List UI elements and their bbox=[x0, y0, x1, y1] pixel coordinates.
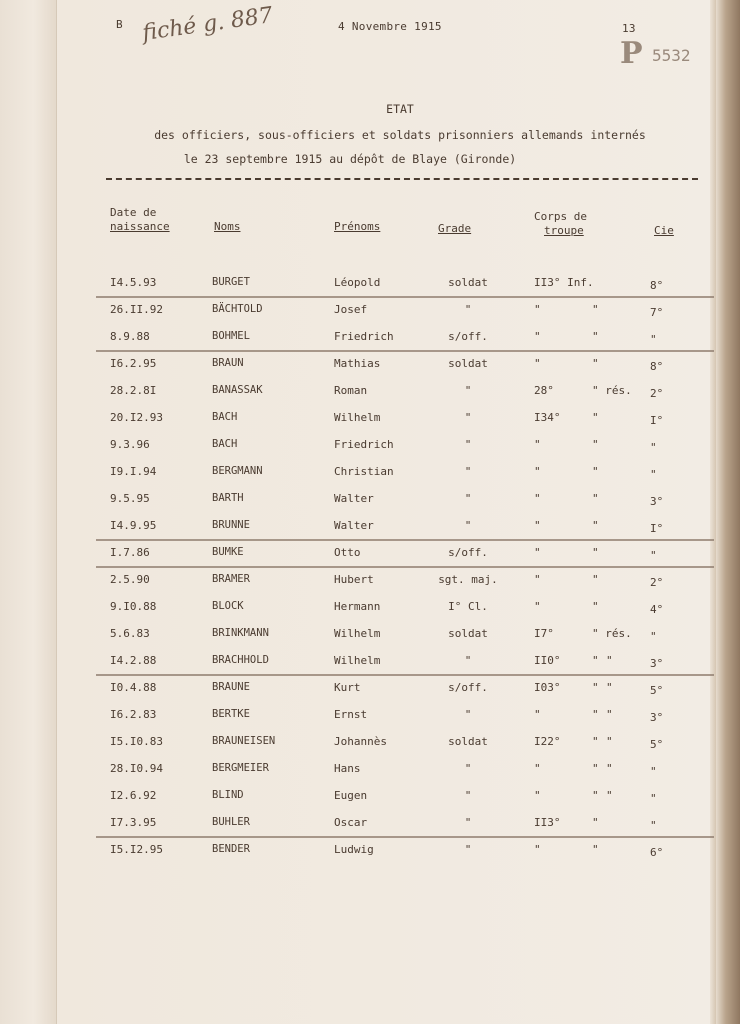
company-cell: 4° bbox=[650, 603, 664, 616]
table-row bbox=[0, 465, 740, 492]
table-row bbox=[0, 438, 740, 465]
birth-date-cell: 5.6.83 bbox=[110, 627, 150, 640]
birth-date-cell: I4.9.95 bbox=[110, 519, 157, 532]
rank-cell: soldat bbox=[448, 357, 488, 370]
surname-cell: BERGMANN bbox=[212, 465, 263, 477]
reserve-note-cell: " bbox=[606, 762, 613, 775]
reserve-note-cell: " rés. bbox=[592, 384, 632, 397]
surname-cell: BRACHHOLD bbox=[212, 654, 269, 666]
reserve-note-cell: " bbox=[606, 735, 613, 748]
table-row bbox=[0, 627, 740, 654]
regiment-ditto-cell: " bbox=[592, 789, 599, 802]
first-name-cell: Hubert bbox=[334, 573, 374, 586]
table-row bbox=[0, 303, 740, 330]
first-name-cell: Walter bbox=[334, 519, 374, 532]
company-cell: 8° bbox=[650, 279, 664, 292]
surname-cell: BACH bbox=[212, 438, 238, 450]
company-cell: " bbox=[650, 765, 657, 778]
first-name-cell: Léopold bbox=[334, 276, 381, 289]
regiment-cell: I22° bbox=[534, 735, 561, 748]
first-name-cell: Ludwig bbox=[334, 843, 374, 856]
birth-date-cell: 9.3.96 bbox=[110, 438, 150, 451]
birth-date-cell: I.7.86 bbox=[110, 546, 150, 559]
company-cell: " bbox=[650, 549, 657, 562]
col-corps-line1: Corps de bbox=[534, 210, 587, 223]
reserve-note-cell: " bbox=[606, 708, 613, 721]
table-row bbox=[0, 789, 740, 816]
company-cell: 6° bbox=[650, 846, 664, 859]
row-separator bbox=[96, 296, 714, 298]
regiment-cell: " bbox=[534, 573, 541, 586]
archive-stamp-number: 5532 bbox=[652, 46, 691, 65]
row-separator bbox=[96, 350, 714, 352]
regiment-cell: " bbox=[534, 357, 541, 370]
regiment-cell: " bbox=[534, 789, 541, 802]
first-name-cell: Otto bbox=[334, 546, 361, 559]
company-cell: 3° bbox=[650, 495, 664, 508]
col-date-line2: naissance bbox=[110, 220, 170, 233]
company-cell: I° bbox=[650, 414, 664, 427]
reserve-note-cell: " rés. bbox=[592, 627, 632, 640]
rank-cell: " bbox=[464, 654, 472, 667]
table-row bbox=[0, 384, 740, 411]
surname-cell: BURGET bbox=[212, 276, 250, 288]
company-cell: " bbox=[650, 792, 657, 805]
regiment-ditto-cell: " bbox=[592, 330, 599, 343]
table-row bbox=[0, 519, 740, 546]
title-line2: des officiers, sous-officiers et soldats prisonniers allemands internés bbox=[154, 128, 646, 142]
first-name-cell: Kurt bbox=[334, 681, 361, 694]
first-name-cell: Mathias bbox=[334, 357, 381, 370]
regiment-ditto-cell: " bbox=[592, 519, 599, 532]
birth-date-cell: 2.5.90 bbox=[110, 573, 150, 586]
birth-date-cell: 26.II.92 bbox=[110, 303, 163, 316]
reserve-note-cell: " bbox=[606, 681, 613, 694]
rank-cell: " bbox=[464, 843, 472, 856]
col-cie: Cie bbox=[654, 224, 674, 237]
regiment-cell: " bbox=[534, 519, 541, 532]
regiment-ditto-cell: " bbox=[592, 411, 599, 424]
rank-cell: " bbox=[464, 816, 472, 829]
row-separator bbox=[96, 674, 714, 676]
archive-stamp-letter: P bbox=[620, 36, 643, 71]
birth-date-cell: 8.9.88 bbox=[110, 330, 150, 343]
regiment-cell: " bbox=[534, 465, 541, 478]
table-row bbox=[0, 762, 740, 789]
surname-cell: BERTKE bbox=[212, 708, 250, 720]
company-cell: " bbox=[650, 468, 657, 481]
regiment-ditto-cell: " bbox=[592, 843, 599, 856]
regiment-cell: 28° bbox=[534, 384, 554, 397]
row-separator bbox=[96, 566, 714, 568]
regiment-ditto-cell: " bbox=[592, 816, 599, 829]
table-row bbox=[0, 276, 740, 303]
regiment-ditto-cell: " bbox=[592, 546, 599, 559]
page-number: 13 bbox=[622, 22, 636, 35]
regiment-ditto-cell: " bbox=[592, 465, 599, 478]
first-name-cell: Josef bbox=[334, 303, 368, 316]
company-cell: I° bbox=[650, 522, 664, 535]
birth-date-cell: 9.I0.88 bbox=[110, 600, 157, 613]
surname-cell: BARTH bbox=[212, 492, 244, 504]
first-name-cell: Hermann bbox=[334, 600, 381, 613]
surname-cell: BÄCHTOLD bbox=[212, 303, 263, 315]
company-cell: " bbox=[650, 441, 657, 454]
col-corps-line2: troupe bbox=[544, 224, 584, 237]
regiment-cell: I7° bbox=[534, 627, 554, 640]
table-row bbox=[0, 573, 740, 600]
table-row bbox=[0, 654, 740, 681]
rank-cell: soldat bbox=[448, 627, 488, 640]
birth-date-cell: I5.I0.83 bbox=[110, 735, 163, 748]
title-etat: ETAT bbox=[386, 102, 414, 116]
regiment-ditto-cell: " bbox=[592, 600, 599, 613]
company-cell: 8° bbox=[650, 360, 664, 373]
surname-cell: BRAUNE bbox=[212, 681, 250, 693]
rank-cell: I° Cl. bbox=[448, 600, 488, 613]
regiment-ditto-cell: " bbox=[592, 762, 599, 775]
surname-cell: BANASSAK bbox=[212, 384, 263, 396]
regiment-cell: " bbox=[534, 438, 541, 451]
reserve-note-cell: " bbox=[606, 789, 613, 802]
rank-cell: soldat bbox=[448, 276, 488, 289]
surname-cell: BUHLER bbox=[212, 816, 250, 828]
birth-date-cell: I6.2.95 bbox=[110, 357, 157, 370]
table-row bbox=[0, 357, 740, 384]
surname-cell: BENDER bbox=[212, 843, 250, 855]
rank-cell: soldat bbox=[448, 735, 488, 748]
table-row bbox=[0, 708, 740, 735]
birth-date-cell: I4.2.88 bbox=[110, 654, 157, 667]
surname-cell: BRUNNE bbox=[212, 519, 250, 531]
regiment-ditto-cell: " bbox=[592, 492, 599, 505]
first-name-cell: Friedrich bbox=[334, 330, 394, 343]
regiment-ditto-cell: " bbox=[592, 357, 599, 370]
rank-cell: sgt. maj. bbox=[438, 573, 498, 586]
regiment-ditto-cell: " bbox=[592, 735, 599, 748]
table-row bbox=[0, 843, 740, 870]
surname-cell: BOHMEL bbox=[212, 330, 250, 342]
regiment-cell: " bbox=[534, 492, 541, 505]
regiment-ditto-cell: " bbox=[592, 303, 599, 316]
first-name-cell: Ernst bbox=[334, 708, 368, 721]
surname-cell: BERGMEIER bbox=[212, 762, 269, 774]
reserve-note-cell: " bbox=[606, 654, 613, 667]
regiment-ditto-cell: " bbox=[592, 681, 599, 694]
birth-date-cell: I6.2.83 bbox=[110, 708, 157, 721]
table-row bbox=[0, 681, 740, 708]
birth-date-cell: 20.I2.93 bbox=[110, 411, 163, 424]
birth-date-cell: I2.6.92 bbox=[110, 789, 157, 802]
first-name-cell: Wilhelm bbox=[334, 627, 381, 640]
company-cell: 5° bbox=[650, 738, 664, 751]
first-name-cell: Walter bbox=[334, 492, 374, 505]
surname-cell: BUMKE bbox=[212, 546, 244, 558]
rank-cell: " bbox=[464, 519, 472, 532]
header-letter: B bbox=[116, 18, 123, 31]
company-cell: " bbox=[650, 630, 657, 643]
rank-cell: " bbox=[464, 438, 472, 451]
table-row bbox=[0, 411, 740, 438]
header-date: 4 Novembre 1915 bbox=[338, 20, 442, 33]
col-nom: Noms bbox=[214, 220, 241, 233]
first-name-cell: Christian bbox=[334, 465, 394, 478]
company-cell: 3° bbox=[650, 657, 664, 670]
surname-cell: BRAUNEISEN bbox=[212, 735, 276, 747]
handwritten-note: fiché g. 887 bbox=[140, 2, 275, 47]
rank-cell: s/off. bbox=[448, 330, 488, 343]
row-separator bbox=[96, 836, 714, 838]
company-cell: 3° bbox=[650, 711, 664, 724]
birth-date-cell: I9.I.94 bbox=[110, 465, 157, 478]
first-name-cell: Wilhelm bbox=[334, 411, 381, 424]
company-cell: 7° bbox=[650, 306, 664, 319]
company-cell: 2° bbox=[650, 387, 664, 400]
regiment-ditto-cell: " bbox=[592, 573, 599, 586]
company-cell: 5° bbox=[650, 684, 664, 697]
col-date-line1: Date de bbox=[110, 206, 157, 219]
regiment-cell: " bbox=[534, 762, 541, 775]
regiment-cell: II3° Inf. bbox=[534, 276, 594, 289]
rank-cell: " bbox=[464, 708, 472, 721]
surname-cell: BLIND bbox=[212, 789, 244, 801]
birth-date-cell: 28.2.8I bbox=[110, 384, 157, 397]
birth-date-cell: I7.3.95 bbox=[110, 816, 157, 829]
first-name-cell: Wilhelm bbox=[334, 654, 381, 667]
table-row bbox=[0, 735, 740, 762]
title-line3: le 23 septembre 1915 au dépôt de Blaye (Gironde) bbox=[183, 152, 517, 166]
surname-cell: BRINKMANN bbox=[212, 627, 269, 639]
rank-cell: " bbox=[464, 303, 472, 316]
birth-date-cell: I4.5.93 bbox=[110, 276, 157, 289]
col-prenom: Prénoms bbox=[334, 220, 381, 233]
surname-cell: BACH bbox=[212, 411, 238, 423]
rank-cell: " bbox=[464, 492, 472, 505]
surname-cell: BRAUN bbox=[212, 357, 244, 369]
company-cell: 2° bbox=[650, 576, 664, 589]
rank-cell: s/off. bbox=[448, 546, 488, 559]
first-name-cell: Friedrich bbox=[334, 438, 394, 451]
first-name-cell: Roman bbox=[334, 384, 368, 397]
birth-date-cell: I5.I2.95 bbox=[110, 843, 163, 856]
regiment-cell: " bbox=[534, 546, 541, 559]
regiment-cell: " bbox=[534, 708, 541, 721]
regiment-ditto-cell: " bbox=[592, 708, 599, 721]
regiment-cell: " bbox=[534, 843, 541, 856]
regiment-cell: " bbox=[534, 330, 541, 343]
company-cell: " bbox=[650, 333, 657, 346]
surname-cell: BLOCK bbox=[212, 600, 244, 612]
regiment-ditto-cell: " bbox=[592, 654, 599, 667]
birth-date-cell: 9.5.95 bbox=[110, 492, 150, 505]
surname-cell: BRAMER bbox=[212, 573, 250, 585]
regiment-cell: I03° bbox=[534, 681, 561, 694]
regiment-cell: II3° bbox=[534, 816, 561, 829]
birth-date-cell: I0.4.88 bbox=[110, 681, 157, 694]
regiment-cell: " bbox=[534, 600, 541, 613]
first-name-cell: Oscar bbox=[334, 816, 368, 829]
birth-date-cell: 28.I0.94 bbox=[110, 762, 163, 775]
table-row bbox=[0, 816, 740, 843]
first-name-cell: Johannès bbox=[334, 735, 387, 748]
table-row bbox=[0, 600, 740, 627]
title-divider bbox=[106, 178, 698, 180]
table-row bbox=[0, 330, 740, 357]
regiment-cell: " bbox=[534, 303, 541, 316]
table-row bbox=[0, 492, 740, 519]
rank-cell: " bbox=[464, 762, 472, 775]
col-grade: Grade bbox=[438, 222, 472, 235]
regiment-ditto-cell: " bbox=[592, 438, 599, 451]
regiment-cell: II0° bbox=[534, 654, 561, 667]
rank-cell: s/off. bbox=[448, 681, 488, 694]
rank-cell: " bbox=[464, 465, 472, 478]
rank-cell: " bbox=[464, 789, 472, 802]
regiment-cell: I34° bbox=[534, 411, 561, 424]
table-row bbox=[0, 546, 740, 573]
first-name-cell: Hans bbox=[334, 762, 361, 775]
first-name-cell: Eugen bbox=[334, 789, 368, 802]
rank-cell: " bbox=[464, 384, 472, 397]
rank-cell: " bbox=[464, 411, 472, 424]
company-cell: " bbox=[650, 819, 657, 832]
row-separator bbox=[96, 539, 714, 541]
